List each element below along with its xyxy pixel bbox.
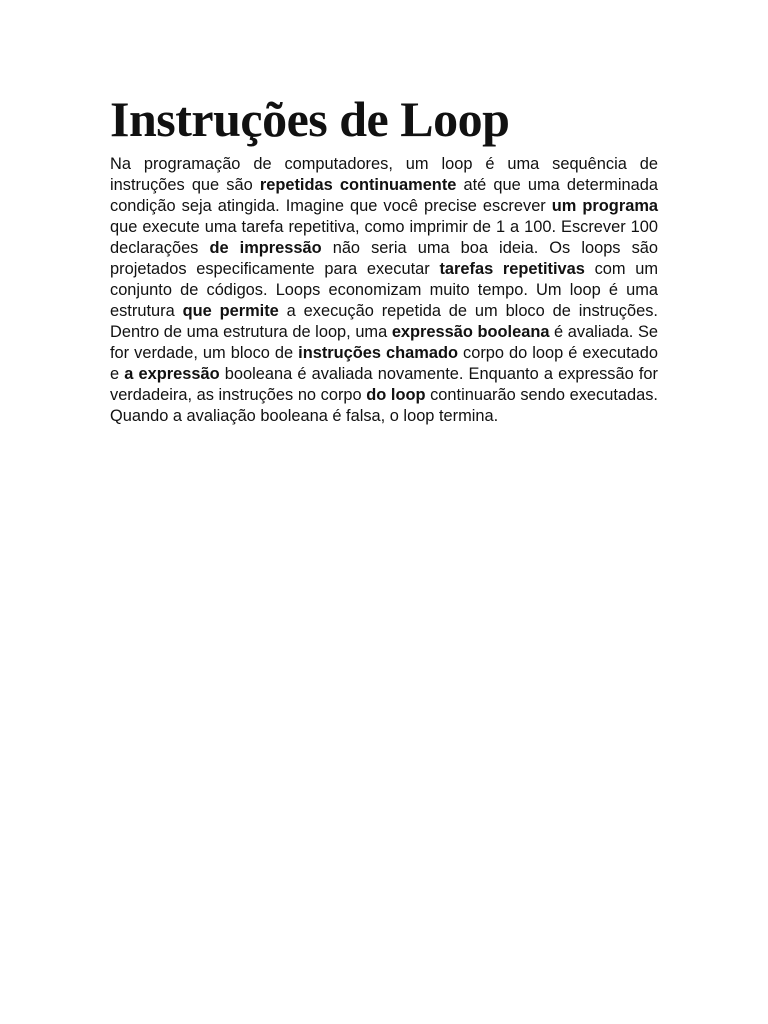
bold-text-run: tarefas repetitivas	[439, 260, 585, 278]
text-run: corpo do loop é executado e	[110, 344, 659, 383]
bold-text-run: instruções chamado	[298, 344, 458, 362]
bold-text-run: expressão booleana	[391, 323, 550, 341]
page-title: Instruções de Loop	[110, 91, 510, 147]
text-run: com um conjunto de códigos. Loops economizam muito tempo. Um loop é uma estrutura	[110, 260, 659, 320]
text-run: continuarão sendo executadas. Quando a avaliação booleana é falsa, o loop termina.	[110, 386, 658, 425]
bold-text-run: a expressão	[124, 365, 220, 383]
bold-text-run: repetidas continuamente	[259, 176, 457, 194]
bold-text-run: um programa	[551, 197, 659, 215]
text-run: até que uma determinada condição seja atingida. Imagine que você precise escrever	[110, 176, 658, 215]
text-run: booleana é avaliada novamente. Enquanto a expressão for verdadeira, as instruções no corpo	[110, 365, 658, 404]
text-run: Na programação de computadores, um loop é uma sequência de instruções que são	[110, 155, 658, 194]
bold-text-run: de impressão	[209, 239, 322, 257]
bold-text-run: que permite	[182, 302, 279, 320]
text-run: não seria uma boa ideia. Os loops são projetados especificamente para executar	[110, 239, 658, 278]
text-run: que execute uma tarefa repetitiva, como imprimir de 1 a 100. Escrever 100 declarações	[110, 218, 658, 257]
bold-text-run: do loop	[366, 386, 426, 404]
text-run: é avaliada. Se for verdade, um bloco de	[110, 323, 659, 362]
body-paragraph	[110, 154, 658, 427]
text-run: a execução repetida de um bloco de instruções. Dentro de uma estrutura de loop, uma	[110, 302, 658, 341]
document-page	[110, 88, 658, 427]
